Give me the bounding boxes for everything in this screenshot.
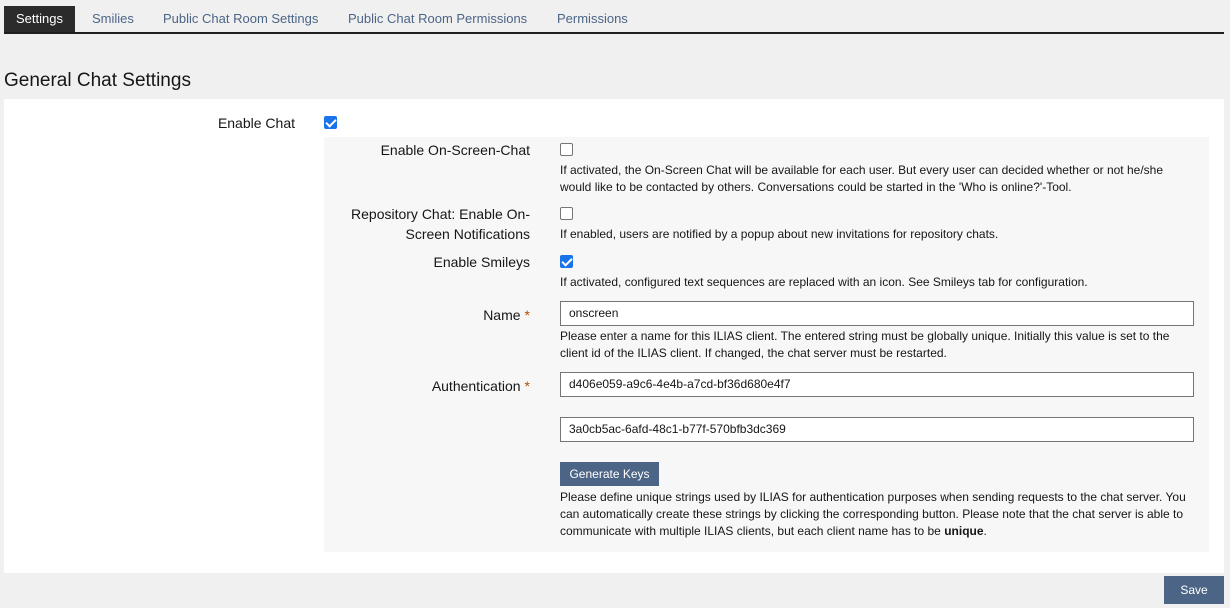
repo-notifications-checkbox[interactable]	[560, 207, 573, 220]
name-help: Please enter a name for this ILIAS client. The entered string must be globally unique. Initially this value is set to the client id of the ILIAS client. If changed, the chat server must be restarted.	[560, 329, 1170, 360]
name-label	[324, 305, 530, 325]
tab-public-chat-room-permissions[interactable]: Public Chat Room Permissions	[348, 11, 528, 26]
osc-checkbox[interactable]	[560, 143, 573, 156]
osc-help: If activated, the On-Screen Chat will be available for each user. But every user can decided whether or not he/she would like to be contacted by others. Conversations could be started in the 'Who is online?'-Tool.	[560, 163, 1164, 194]
auth-help	[560, 489, 1194, 540]
repo-label-line2: Screen Notifications	[405, 226, 530, 242]
enable-chat-checkbox[interactable]	[324, 116, 337, 129]
repo-notifications-label	[324, 204, 530, 244]
repo-help: If enabled, users are notified by a popup about new invitations for repository chats.	[560, 227, 999, 241]
tab-public-chat-room-settings[interactable]: Public Chat Room Settings	[163, 11, 319, 26]
required-mark: *	[524, 307, 530, 323]
tab-settings[interactable]: Settings	[4, 6, 75, 32]
auth-label	[324, 376, 530, 396]
name-input[interactable]: onscreen	[560, 301, 1194, 326]
tab-smilies[interactable]: Smilies	[92, 11, 134, 26]
save-button[interactable]: Save	[1164, 576, 1224, 604]
smileys-help: If activated, configured text sequences are replaced with an icon. See Smileys tab for configuration.	[560, 275, 1088, 289]
osc-label: Enable On-Screen-Chat	[380, 142, 530, 158]
auth-secret-input[interactable]: 3a0cb5ac-6afd-48c1-b77f-570bfb3dc369	[560, 417, 1194, 442]
enable-chat-label: Enable Chat	[217, 115, 295, 131]
generate-keys-button[interactable]: Generate Keys	[560, 462, 659, 486]
settings-form	[4, 99, 1224, 573]
tab-permissions[interactable]: Permissions	[557, 11, 628, 26]
name-label-text: Name	[483, 307, 521, 323]
smileys-label: Enable Smileys	[433, 254, 530, 270]
repo-label-line1: Repository Chat: Enable On-	[351, 206, 530, 222]
page-title: General Chat Settings	[4, 70, 191, 91]
auth-help-bold: unique	[944, 524, 984, 538]
auth-label-text: Authentication	[431, 378, 521, 394]
auth-help-text: Please define unique strings used by ILIAS for authentication purposes when sending requests to the chat server. You can automatically create these strings by clicking the corresponding button. Please note that the chat server is able to communicate with multiple ILIAS clients, but each client name has to be	[560, 490, 1186, 538]
smileys-checkbox[interactable]	[560, 255, 573, 268]
required-mark: *	[524, 378, 530, 394]
tab-bar	[4, 6, 1224, 34]
chat-subsettings	[324, 137, 1209, 552]
auth-help-end: .	[983, 524, 987, 538]
auth-key-input[interactable]: d406e059-a9c6-4e4b-a7cd-bf36d680e4f7	[560, 372, 1194, 397]
